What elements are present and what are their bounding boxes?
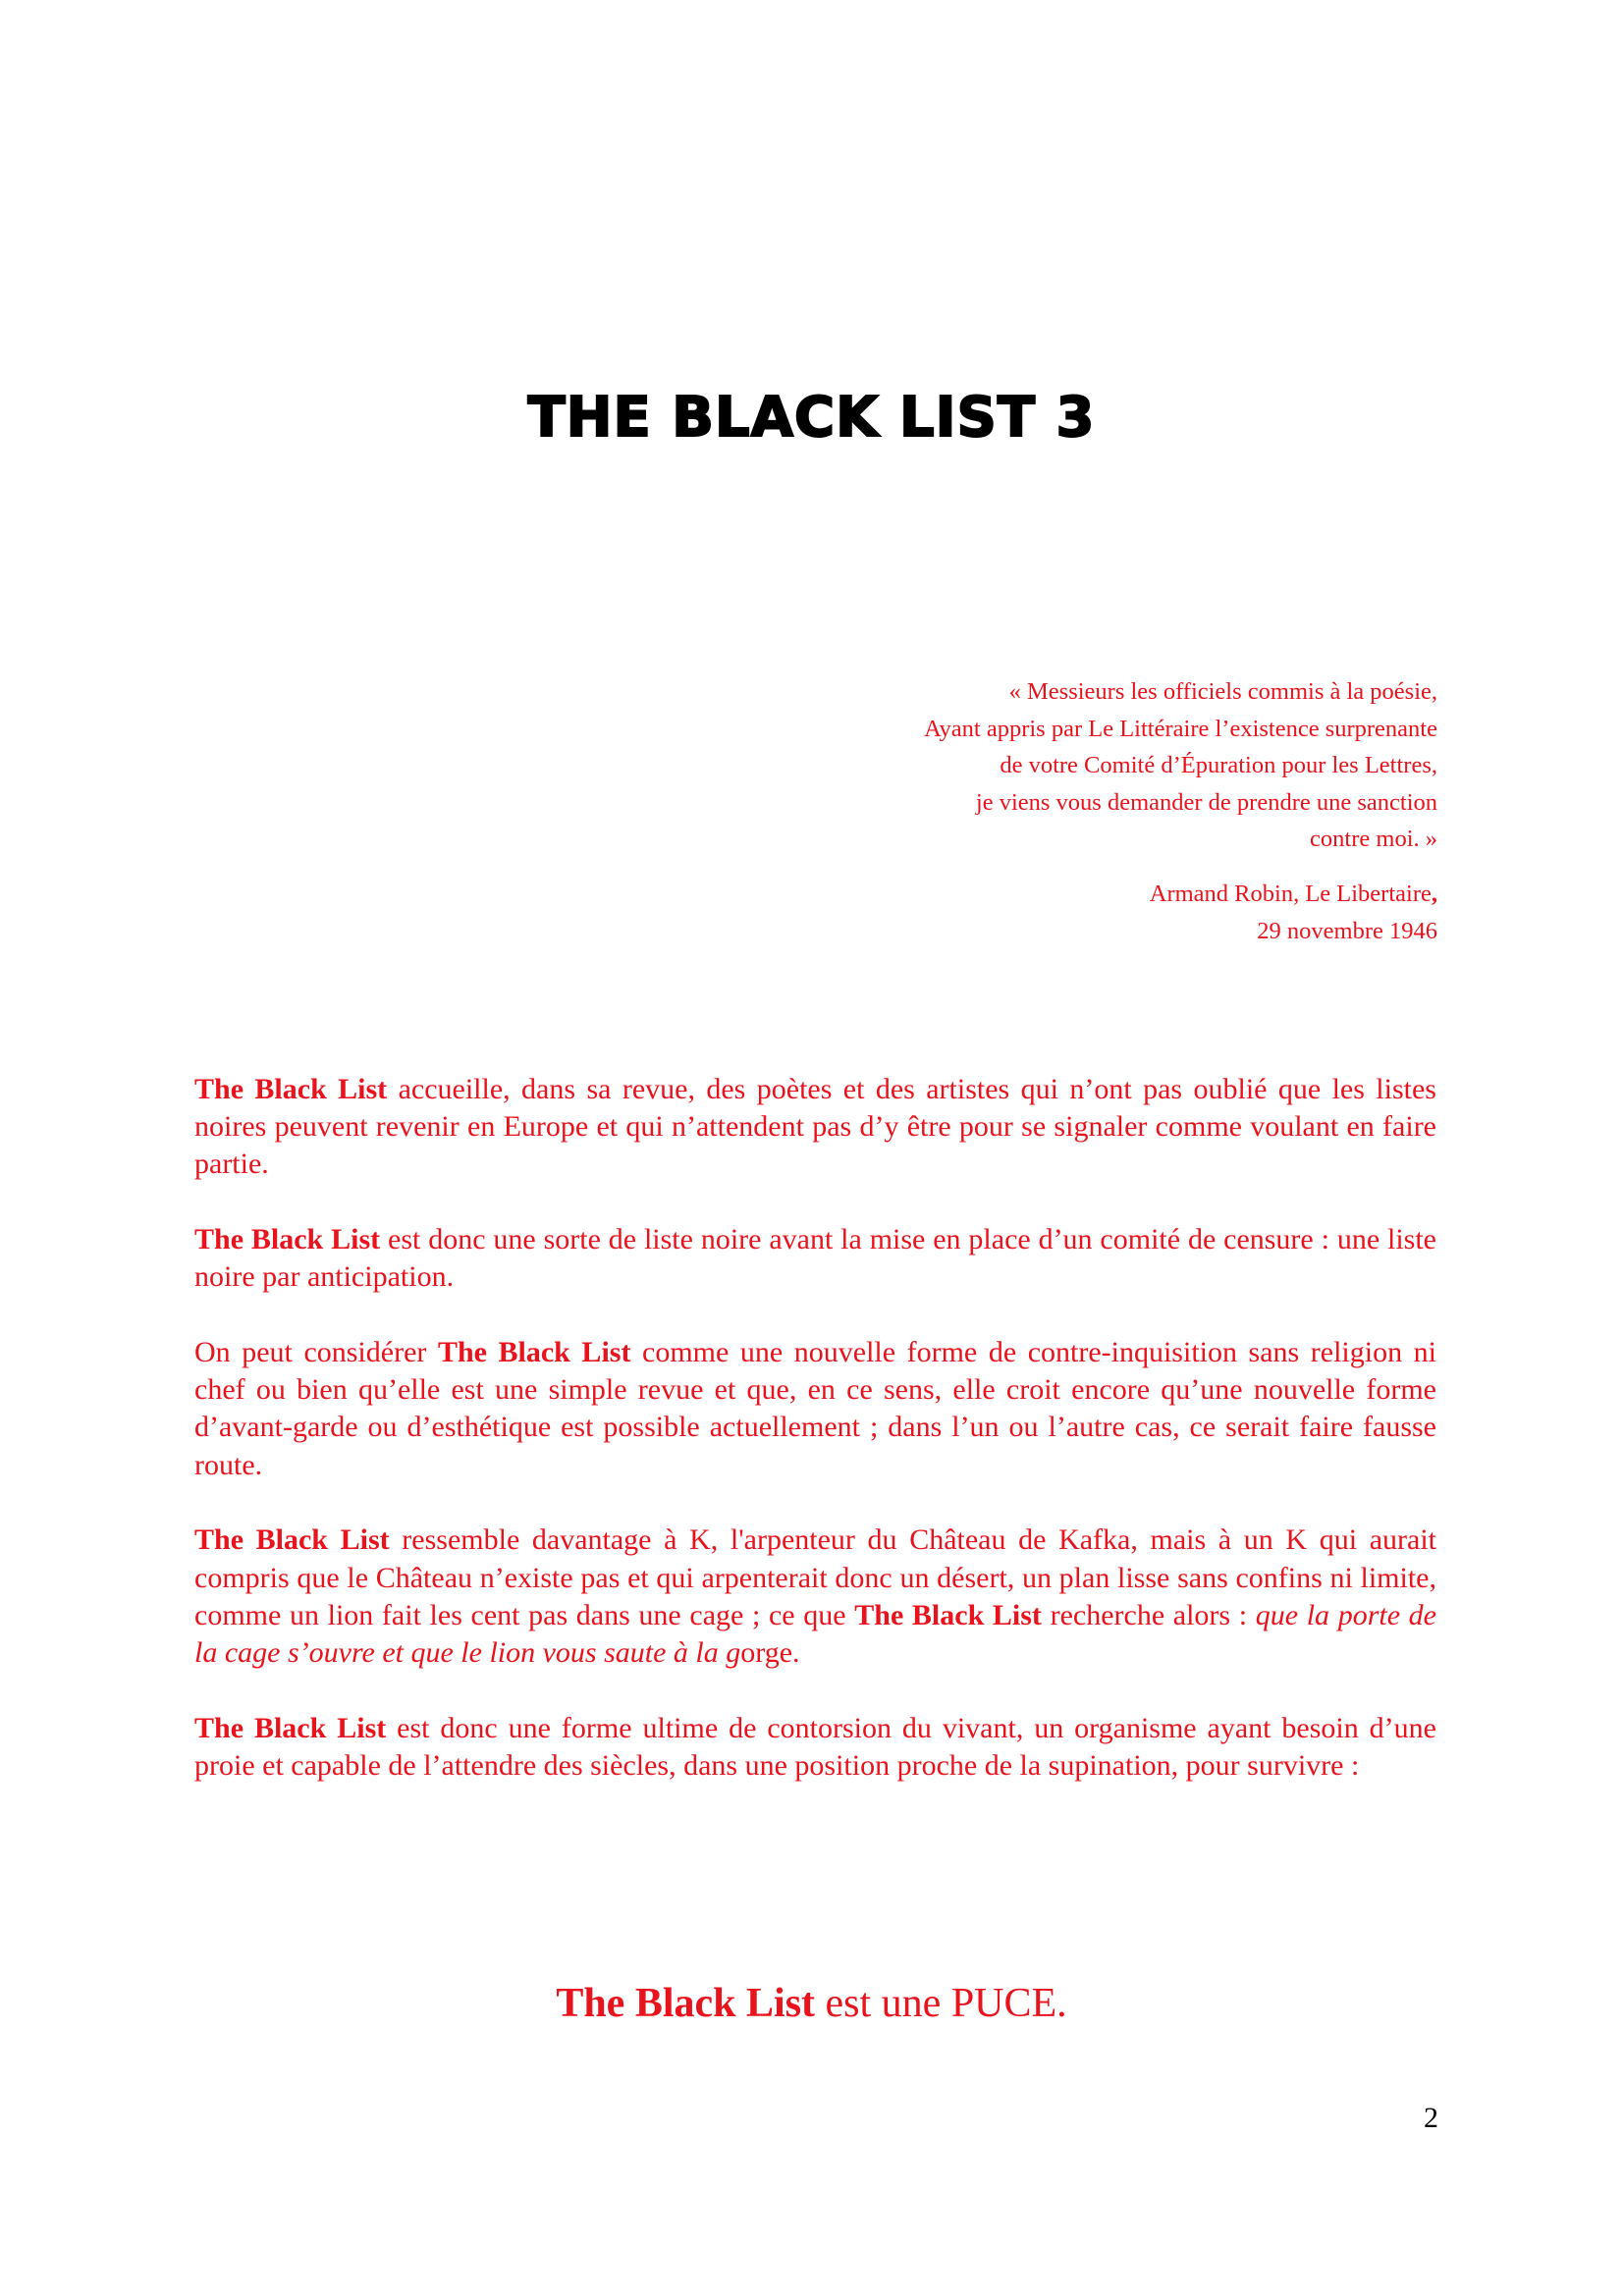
page-number: 2 bbox=[1424, 2102, 1438, 2134]
body-text bbox=[194, 1071, 1436, 1823]
black-list-name: The Black List bbox=[194, 1711, 387, 1744]
epigraph-line: « Messieurs les officiels commis à la poésie, bbox=[1008, 678, 1437, 705]
black-list-name: The Black List bbox=[194, 1523, 390, 1557]
paragraph-4 bbox=[194, 1522, 1436, 1672]
paragraph-text: accueille, dans sa revue, des poètes et des artistes qui n’ont pas oublié que les listes noires peuvent revenir en Europe et qui n’attendent pas d’y être pour se signaler comme voulant en faire partie. bbox=[194, 1073, 1436, 1181]
paragraph-text: comme une nouvelle forme de contre-inquisition sans religion ni chef ou bien qu’elle est une simple revue et que, en ce sens, elle croit encore qu’une nouvelle forme d’avant-garde ou d’esthétique est possible actuellement ; dans l’un ou l’autre cas, ce serait faire fausse route. bbox=[194, 1336, 1436, 1481]
epigraph-date: 29 novembre 1946 bbox=[1257, 917, 1437, 944]
epigraph-author-comma: , bbox=[1431, 880, 1437, 907]
closing-statement bbox=[0, 1980, 1623, 2027]
paragraph-text: orge. bbox=[740, 1635, 800, 1669]
epigraph-attribution bbox=[924, 876, 1437, 913]
paragraph-3 bbox=[194, 1334, 1436, 1484]
epigraph-line: je viens vous demander de prendre une sanction bbox=[975, 788, 1437, 816]
paragraph-text: On peut considérer bbox=[194, 1336, 438, 1369]
epigraph-author: Armand Robin, Le Libertaire bbox=[1149, 880, 1432, 907]
paragraph-italic-text: que la porte de la cage s’ouvre et que le lion vous saute à la g bbox=[194, 1598, 1436, 1669]
paragraph-text: est donc une forme ultime de contorsion du vivant, un organisme ayant besoin d’une proie et capable de l’attendre des siècles, dans une position proche de la supination, pour survivre : bbox=[194, 1711, 1436, 1782]
epigraph-line: Ayant appris par Le Littéraire l’existence surprenante bbox=[924, 715, 1437, 742]
epigraph-quote bbox=[924, 673, 1437, 949]
black-list-name: The Black List bbox=[437, 1336, 631, 1369]
page-title: THE BLACK LIST 3 bbox=[527, 386, 1096, 450]
paragraph-1 bbox=[194, 1071, 1436, 1184]
black-list-name: The Black List bbox=[194, 1223, 381, 1256]
paragraph-5 bbox=[194, 1710, 1436, 1785]
epigraph-line: de votre Comité d’Épuration pour les Lettres, bbox=[1000, 752, 1437, 779]
black-list-name: The Black List bbox=[556, 1981, 816, 2026]
paragraph-text: recherche alors : bbox=[1041, 1598, 1256, 1631]
closing-text: est une PUCE. bbox=[815, 1981, 1067, 2026]
epigraph-line: contre moi. » bbox=[1310, 826, 1437, 853]
black-list-name: The Black List bbox=[194, 1073, 388, 1105]
paragraph-2 bbox=[194, 1221, 1436, 1296]
paragraph-text: est donc une sorte de liste noire avant la mise en place d’un comité de censure : une liste noire par anticipation. bbox=[194, 1223, 1437, 1294]
paragraph-text: ressemble davantage à K, l'arpenteur du Château de Kafka, mais à un K qui aurait compris que le Château n’existe pas et qui arpenterait donc un désert, un plan lisse sans confins ni limite, comme un lion fait les cent pas dans une cage ; ce que bbox=[194, 1523, 1436, 1631]
black-list-name: The Black List bbox=[854, 1598, 1042, 1631]
